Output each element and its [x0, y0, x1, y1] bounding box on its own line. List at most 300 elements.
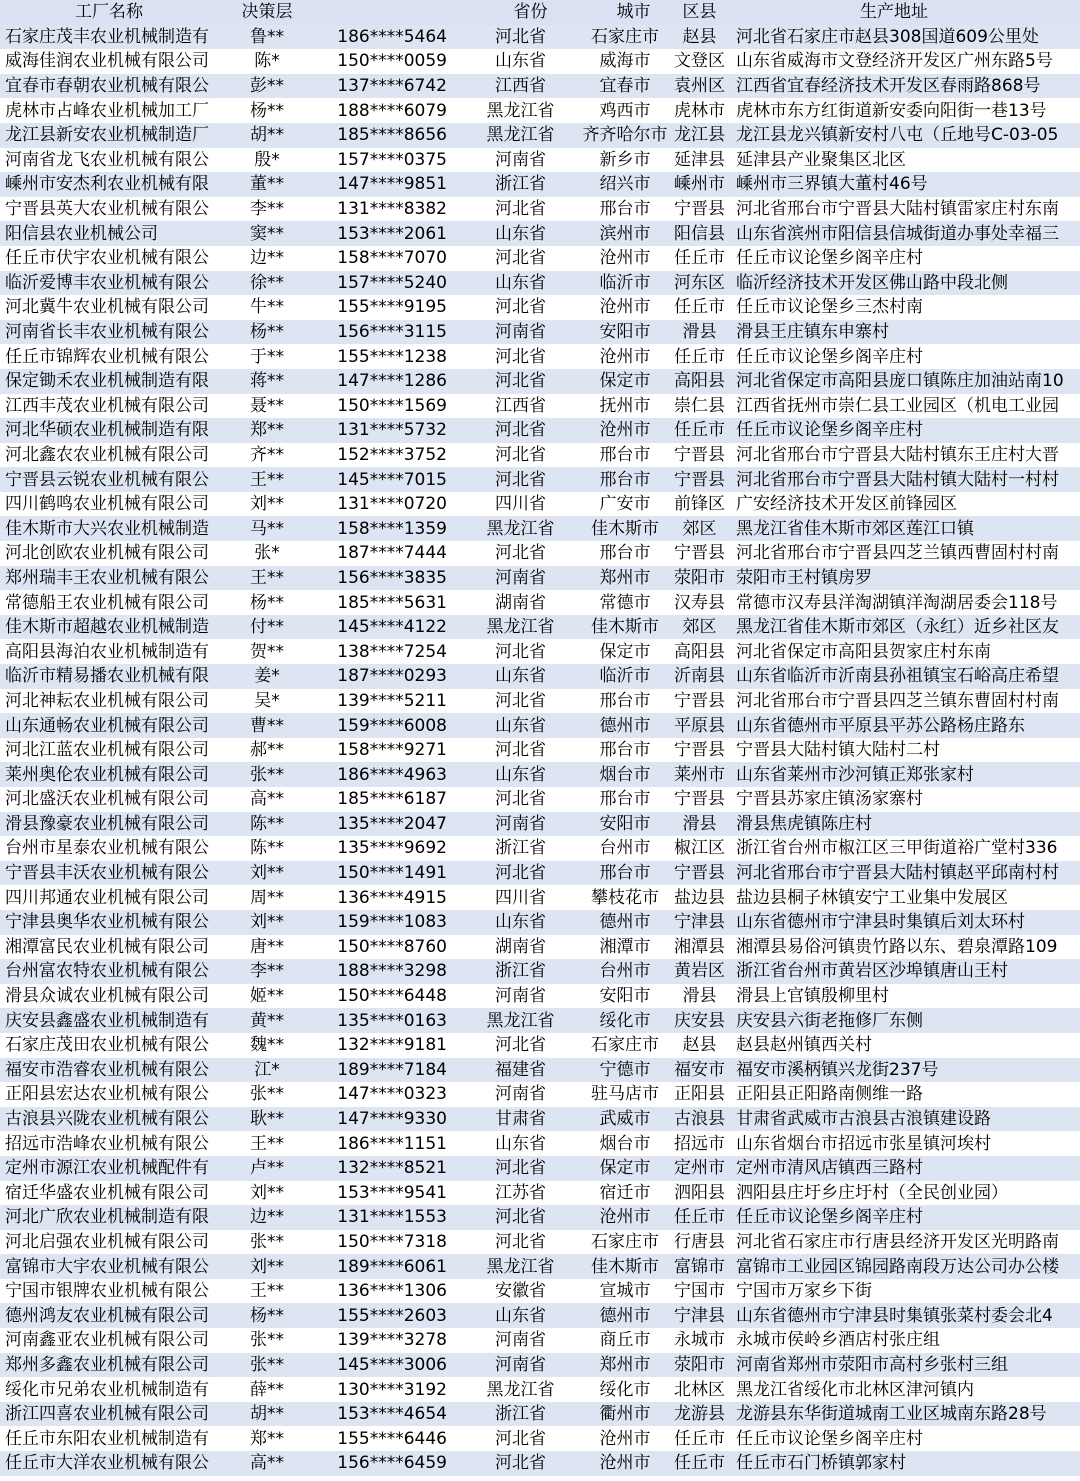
cell-city[interactable]: 佳木斯市	[591, 518, 659, 539]
cell-decision-maker[interactable]: 李**	[250, 199, 284, 220]
cell-phone[interactable]: 158****1359	[337, 518, 447, 539]
cell-address[interactable]: 山东省莱州市沙河镇正郑张家村	[736, 764, 974, 785]
cell-city[interactable]: 沧州市	[599, 1428, 651, 1449]
cell-city[interactable]: 烟台市	[599, 1133, 651, 1154]
cell-decision-maker[interactable]: 付**	[250, 617, 284, 638]
cell-phone[interactable]: 147****9851	[337, 174, 447, 195]
cell-province[interactable]: 河南省	[495, 1330, 546, 1351]
cell-decision-maker[interactable]: 耿**	[250, 1109, 284, 1130]
cell-district[interactable]: 阳信县	[674, 223, 725, 244]
cell-factory-name[interactable]: 古浪县兴陇农业机械有限公	[5, 1109, 209, 1130]
cell-province[interactable]: 河南省	[495, 986, 546, 1007]
table-row[interactable]	[0, 443, 1080, 468]
cell-decision-maker[interactable]: 胡**	[250, 1404, 284, 1425]
cell-decision-maker[interactable]: 徐**	[250, 272, 284, 293]
cell-city[interactable]: 沧州市	[599, 420, 651, 441]
cell-province[interactable]: 河北省	[495, 444, 546, 465]
table-row[interactable]	[0, 566, 1080, 591]
cell-factory-name[interactable]: 高阳县海泊农业机械制造有	[5, 641, 209, 662]
cell-address[interactable]: 河北省邢台市宁晋县四芝兰镇西曹固村村南	[736, 543, 1059, 564]
cell-district[interactable]: 庆安县	[674, 1010, 725, 1031]
cell-address[interactable]: 任丘市议论堡乡阁辛庄村	[736, 346, 923, 367]
cell-province[interactable]: 河南省	[495, 322, 546, 343]
cell-factory-name[interactable]: 宁晋县英大农业机械有限公	[5, 199, 209, 220]
cell-decision-maker[interactable]: 张**	[250, 1084, 284, 1105]
cell-province[interactable]: 四川省	[495, 887, 546, 908]
cell-factory-name[interactable]: 四川鹤鸣农业机械有限公司	[5, 494, 209, 515]
cell-district[interactable]: 泗阳县	[674, 1182, 725, 1203]
cell-district[interactable]: 延津县	[674, 149, 725, 170]
cell-factory-name[interactable]: 江西丰茂农业机械有限公司	[5, 395, 209, 416]
cell-province[interactable]: 河北省	[495, 543, 546, 564]
cell-phone[interactable]: 136****4915	[337, 887, 447, 908]
cell-address[interactable]: 浙江省台州市黄岩区沙埠镇唐山王村	[736, 961, 1008, 982]
cell-address[interactable]: 黑龙江省佳木斯市郊区莲江口镇	[736, 518, 974, 539]
cell-factory-name[interactable]: 招远市浩峰农业机械有限公	[5, 1133, 209, 1154]
cell-factory-name[interactable]: 滑县众诚农业机械有限公司	[5, 986, 209, 1007]
cell-decision-maker[interactable]: 杨**	[250, 322, 284, 343]
table-row[interactable]	[0, 295, 1080, 320]
cell-city[interactable]: 德州市	[599, 1305, 651, 1326]
cell-factory-name[interactable]: 河北冀牛农业机械有限公司	[5, 297, 209, 318]
cell-decision-maker[interactable]: 卢**	[250, 1158, 284, 1179]
cell-decision-maker[interactable]: 高**	[250, 1453, 284, 1474]
cell-decision-maker[interactable]: 边**	[250, 248, 284, 269]
table-row[interactable]	[0, 1082, 1080, 1107]
cell-decision-maker[interactable]: 李**	[250, 961, 284, 982]
cell-address[interactable]: 任丘市议论堡乡阁辛庄村	[736, 420, 923, 441]
cell-address[interactable]: 河北省邢台市宁晋县大陆村镇大陆村一村村	[736, 469, 1059, 490]
cell-phone[interactable]: 150****8760	[337, 936, 447, 957]
cell-province[interactable]: 河北省	[495, 1207, 546, 1228]
cell-city[interactable]: 威海市	[599, 51, 651, 72]
cell-province[interactable]: 河北省	[495, 1453, 546, 1474]
cell-city[interactable]: 保定市	[599, 371, 651, 392]
cell-phone[interactable]: 185****8656	[337, 125, 447, 146]
cell-district[interactable]: 赵县	[682, 1035, 717, 1056]
cell-factory-name[interactable]: 龙江县新安农业机械制造厂	[5, 125, 209, 146]
cell-phone[interactable]: 147****0323	[337, 1084, 447, 1105]
cell-province[interactable]: 河北省	[495, 1231, 546, 1252]
cell-decision-maker[interactable]: 刘**	[250, 494, 284, 515]
cell-decision-maker[interactable]: 张**	[250, 1231, 284, 1252]
cell-address[interactable]: 嵊州市三界镇大董村46号	[736, 174, 928, 195]
table-row[interactable]	[0, 590, 1080, 615]
cell-city[interactable]: 滨州市	[599, 223, 651, 244]
cell-decision-maker[interactable]: 蒋**	[250, 371, 284, 392]
cell-district[interactable]: 招远市	[674, 1133, 725, 1154]
cell-city[interactable]: 新乡市	[599, 149, 651, 170]
cell-phone[interactable]: 189****7184	[337, 1059, 447, 1080]
cell-factory-name[interactable]: 嵊州市安杰利农业机械有限	[5, 174, 209, 195]
cell-phone[interactable]: 137****6742	[337, 76, 447, 97]
cell-address[interactable]: 滑县王庄镇东申寨村	[736, 322, 889, 343]
cell-phone[interactable]: 155****2603	[337, 1305, 447, 1326]
table-row[interactable]	[0, 1156, 1080, 1181]
cell-decision-maker[interactable]: 齐**	[250, 444, 284, 465]
cell-district[interactable]: 宁晋县	[674, 690, 725, 711]
cell-phone[interactable]: 150****1491	[337, 863, 447, 884]
cell-factory-name[interactable]: 临沂爱博丰农业机械有限公	[5, 272, 209, 293]
cell-address[interactable]: 黑龙江省佳木斯市郊区（永红）近乡社区友	[736, 617, 1059, 638]
cell-phone[interactable]: 156****6459	[337, 1453, 447, 1474]
cell-city[interactable]: 绥化市	[599, 1010, 651, 1031]
cell-phone[interactable]: 189****6061	[337, 1256, 447, 1277]
cell-decision-maker[interactable]: 窦**	[250, 223, 284, 244]
cell-phone[interactable]: 155****1238	[337, 346, 447, 367]
cell-decision-maker[interactable]: 陈**	[250, 813, 284, 834]
cell-phone[interactable]: 153****4654	[337, 1404, 447, 1425]
cell-city[interactable]: 攀枝花市	[591, 887, 659, 908]
cell-factory-name[interactable]: 宿迁华盛农业机械有限公司	[5, 1182, 209, 1203]
cell-phone[interactable]: 139****3278	[337, 1330, 447, 1351]
cell-province[interactable]: 山东省	[495, 1133, 546, 1154]
cell-district[interactable]: 宁晋县	[674, 469, 725, 490]
cell-address[interactable]: 山东省威海市文登经济开发区广州东路5号	[736, 51, 1053, 72]
cell-province[interactable]: 黑龙江省	[486, 1256, 555, 1277]
cell-factory-name[interactable]: 阳信县农业机械公司	[5, 223, 158, 244]
cell-city[interactable]: 邢台市	[599, 199, 651, 220]
table-row[interactable]	[0, 910, 1080, 935]
table-row[interactable]	[0, 394, 1080, 419]
cell-district[interactable]: 宁晋县	[674, 863, 725, 884]
cell-address[interactable]: 任丘市议论堡乡三杰村南	[736, 297, 923, 318]
cell-phone[interactable]: 139****5211	[337, 690, 447, 711]
cell-district[interactable]: 前锋区	[674, 494, 725, 515]
cell-factory-name[interactable]: 宁津县奥华农业机械有限公	[5, 912, 209, 933]
cell-city[interactable]: 保定市	[599, 1158, 651, 1179]
cell-district[interactable]: 滑县	[682, 813, 717, 834]
cell-address[interactable]: 河北省邢台市宁晋县大陆村镇雷家庄村东南	[736, 199, 1059, 220]
cell-city[interactable]: 安阳市	[599, 813, 651, 834]
table-row[interactable]	[0, 885, 1080, 910]
cell-factory-name[interactable]: 四川邦通农业机械有限公司	[5, 887, 209, 908]
cell-factory-name[interactable]: 河南省龙飞农业机械有限公	[5, 149, 209, 170]
cell-district[interactable]: 滑县	[682, 322, 717, 343]
header-phone[interactable]	[318, 0, 453, 25]
cell-city[interactable]: 沧州市	[599, 1453, 651, 1474]
cell-factory-name[interactable]: 任丘市东阳农业机械制造有	[5, 1428, 209, 1449]
cell-district[interactable]: 赵县	[682, 26, 717, 47]
cell-factory-name[interactable]: 河北创欧农业机械有限公司	[5, 543, 209, 564]
cell-phone[interactable]: 131****0720	[337, 494, 447, 515]
cell-province[interactable]: 黑龙江省	[486, 1010, 555, 1031]
cell-district[interactable]: 宁晋县	[674, 789, 725, 810]
cell-decision-maker[interactable]: 郑**	[250, 420, 284, 441]
cell-province[interactable]: 河南省	[495, 1084, 546, 1105]
cell-factory-name[interactable]: 莱州奥伦农业机械有限公司	[5, 764, 209, 785]
table-row[interactable]	[0, 246, 1080, 271]
cell-factory-name[interactable]: 河北启强农业机械有限公司	[5, 1231, 209, 1252]
cell-address[interactable]: 黑龙江省绥化市北林区津河镇内	[736, 1379, 974, 1400]
cell-city[interactable]: 石家庄市	[591, 26, 659, 47]
cell-factory-name[interactable]: 任丘市大洋农业机械有限公	[5, 1453, 209, 1474]
cell-phone[interactable]: 150****0059	[337, 51, 447, 72]
cell-district[interactable]: 嵊州市	[674, 174, 725, 195]
cell-factory-name[interactable]: 石家庄茂田农业机械有限公	[5, 1035, 209, 1056]
cell-decision-maker[interactable]: 刘**	[250, 912, 284, 933]
cell-province[interactable]: 山东省	[495, 1305, 546, 1326]
cell-city[interactable]: 邢台市	[599, 444, 651, 465]
cell-decision-maker[interactable]: 彭**	[250, 76, 284, 97]
cell-decision-maker[interactable]: 马**	[250, 518, 284, 539]
cell-decision-maker[interactable]: 姬**	[250, 986, 284, 1007]
cell-district[interactable]: 虎林市	[674, 100, 725, 121]
table-row[interactable]	[0, 148, 1080, 173]
cell-factory-name[interactable]: 虎林市占峰农业机械加工厂	[5, 100, 209, 121]
table-row[interactable]	[0, 320, 1080, 345]
cell-decision-maker[interactable]: 王**	[250, 1281, 284, 1302]
cell-decision-maker[interactable]: 张**	[250, 764, 284, 785]
cell-city[interactable]: 郑州市	[599, 1354, 651, 1375]
cell-decision-maker[interactable]: 刘**	[250, 863, 284, 884]
cell-province[interactable]: 河南省	[495, 813, 546, 834]
cell-address[interactable]: 任丘市议论堡乡阁辛庄村	[736, 1207, 923, 1228]
header-decision-maker[interactable]: 决策层	[241, 2, 293, 23]
table-row[interactable]	[0, 787, 1080, 812]
cell-decision-maker[interactable]: 高**	[250, 789, 284, 810]
cell-city[interactable]: 沧州市	[599, 248, 651, 269]
cell-district[interactable]: 行唐县	[674, 1231, 725, 1252]
cell-address[interactable]: 江西省宜春经济技术开发区春雨路868号	[736, 76, 1041, 97]
cell-city[interactable]: 安阳市	[599, 322, 651, 343]
cell-province[interactable]: 浙江省	[495, 961, 546, 982]
cell-district[interactable]: 郊区	[682, 518, 717, 539]
cell-phone[interactable]: 157****0375	[337, 149, 447, 170]
cell-city[interactable]: 商丘市	[599, 1330, 651, 1351]
cell-decision-maker[interactable]: 郑**	[250, 1428, 284, 1449]
cell-district[interactable]: 崇仁县	[674, 395, 725, 416]
cell-address[interactable]: 河北省保定市高阳县贺家庄村东南	[736, 641, 991, 662]
cell-factory-name[interactable]: 河南鑫亚农业机械有限公司	[5, 1330, 209, 1351]
cell-phone[interactable]: 147****1286	[337, 371, 447, 392]
cell-district[interactable]: 宁津县	[674, 1305, 725, 1326]
cell-city[interactable]: 衢州市	[599, 1404, 651, 1425]
cell-decision-maker[interactable]: 董**	[250, 174, 284, 195]
table-row[interactable]	[0, 172, 1080, 197]
cell-district[interactable]: 宁津县	[674, 912, 725, 933]
table-row[interactable]	[0, 98, 1080, 123]
cell-factory-name[interactable]: 河北鑫农农业机械有限公司	[5, 444, 209, 465]
cell-district[interactable]: 文登区	[674, 51, 725, 72]
cell-phone[interactable]: 158****9271	[337, 740, 447, 761]
cell-city[interactable]: 沧州市	[599, 346, 651, 367]
cell-district[interactable]: 宁晋县	[674, 740, 725, 761]
cell-district[interactable]: 龙游县	[674, 1404, 725, 1425]
cell-decision-maker[interactable]: 魏**	[250, 1035, 284, 1056]
cell-factory-name[interactable]: 宁晋县云锐农业机械有限公	[5, 469, 209, 490]
cell-factory-name[interactable]: 浙江四喜农业机械有限公司	[5, 1404, 209, 1425]
cell-province[interactable]: 山东省	[495, 272, 546, 293]
cell-province[interactable]: 河北省	[495, 26, 546, 47]
table-row[interactable]	[0, 516, 1080, 541]
cell-province[interactable]: 山东省	[495, 764, 546, 785]
cell-phone[interactable]: 132****9181	[337, 1035, 447, 1056]
table-row[interactable]	[0, 1328, 1080, 1353]
cell-province[interactable]: 甘肃省	[495, 1109, 546, 1130]
cell-city[interactable]: 邢台市	[599, 543, 651, 564]
cell-address[interactable]: 河北省石家庄市行唐县经济开发区光明路南	[736, 1231, 1059, 1252]
cell-province[interactable]: 河北省	[495, 740, 546, 761]
cell-address[interactable]: 山东省德州市平原县平苏公路杨庄路东	[736, 715, 1025, 736]
table-row[interactable]	[0, 1303, 1080, 1328]
cell-phone[interactable]: 155****9195	[337, 297, 447, 318]
cell-district[interactable]: 滑县	[682, 986, 717, 1007]
cell-factory-name[interactable]: 任丘市锦辉农业机械有限公	[5, 346, 209, 367]
cell-address[interactable]: 正阳县正阳路南侧维一路	[736, 1084, 923, 1105]
cell-address[interactable]: 山东省德州市宁津县时集镇张菜村委会北4	[736, 1305, 1053, 1326]
table-row[interactable]	[0, 123, 1080, 148]
cell-address[interactable]: 富锦市工业园区锦园路南段万达公司办公楼	[736, 1256, 1059, 1277]
cell-province[interactable]: 江西省	[495, 76, 546, 97]
cell-district[interactable]: 古浪县	[674, 1109, 725, 1130]
cell-address[interactable]: 滑县焦虎镇陈庄村	[736, 813, 872, 834]
cell-city[interactable]: 宁德市	[599, 1059, 651, 1080]
cell-phone[interactable]: 187****7444	[337, 543, 447, 564]
table-row[interactable]	[0, 1353, 1080, 1378]
cell-decision-maker[interactable]: 张*	[254, 543, 280, 564]
cell-province[interactable]: 山东省	[495, 912, 546, 933]
table-row[interactable]	[0, 467, 1080, 492]
cell-address[interactable]: 常德市汉寿县洋淘湖镇洋淘湖居委会118号	[736, 592, 1058, 613]
cell-province[interactable]: 河北省	[495, 199, 546, 220]
cell-decision-maker[interactable]: 唐**	[250, 936, 284, 957]
cell-decision-maker[interactable]: 王**	[250, 567, 284, 588]
cell-province[interactable]: 河北省	[495, 641, 546, 662]
cell-province[interactable]: 河北省	[495, 371, 546, 392]
cell-district[interactable]: 永城市	[674, 1330, 725, 1351]
cell-city[interactable]: 临沂市	[599, 272, 651, 293]
cell-province[interactable]: 山东省	[495, 666, 546, 687]
cell-district[interactable]: 宁晋县	[674, 543, 725, 564]
cell-address[interactable]: 临沂经济技术开发区佛山路中段北侧	[736, 272, 1008, 293]
cell-district[interactable]: 龙江县	[674, 125, 725, 146]
cell-address[interactable]: 赵县赵州镇西关村	[736, 1035, 872, 1056]
cell-address[interactable]: 山东省滨州市阳信县信城街道办事处幸福三	[736, 223, 1059, 244]
table-row[interactable]	[0, 418, 1080, 443]
cell-district[interactable]: 宁国市	[674, 1281, 725, 1302]
cell-city[interactable]: 绍兴市	[599, 174, 651, 195]
table-row[interactable]	[0, 984, 1080, 1009]
cell-province[interactable]: 黑龙江省	[486, 1379, 555, 1400]
cell-decision-maker[interactable]: 杨**	[250, 592, 284, 613]
cell-city[interactable]: 台州市	[599, 838, 651, 859]
header-address[interactable]: 生产地址	[860, 2, 928, 23]
cell-province[interactable]: 河南省	[495, 1354, 546, 1375]
cell-decision-maker[interactable]: 曹**	[250, 715, 284, 736]
table-row[interactable]	[0, 1058, 1080, 1083]
cell-factory-name[interactable]: 郑州多鑫农业机械有限公司	[5, 1354, 209, 1375]
cell-factory-name[interactable]: 台州富农特农业机械有限公	[5, 961, 209, 982]
cell-factory-name[interactable]: 临沂市精易播农业机械有限	[5, 666, 209, 687]
cell-factory-name[interactable]: 佳木斯市大兴农业机械制造	[5, 518, 209, 539]
cell-province[interactable]: 河北省	[495, 420, 546, 441]
cell-decision-maker[interactable]: 周**	[250, 887, 284, 908]
table-row[interactable]	[0, 689, 1080, 714]
cell-decision-maker[interactable]: 陈*	[254, 51, 280, 72]
cell-decision-maker[interactable]: 胡**	[250, 125, 284, 146]
cell-city[interactable]: 沧州市	[599, 1207, 651, 1228]
cell-factory-name[interactable]: 滑县豫豪农业机械有限公司	[5, 813, 209, 834]
cell-address[interactable]: 河北省邢台市宁晋县大陆村镇东王庄村大晋	[736, 444, 1059, 465]
table-row[interactable]	[0, 197, 1080, 222]
cell-phone[interactable]: 159****1083	[337, 912, 447, 933]
cell-address[interactable]: 任丘市石门桥镇郭家村	[736, 1453, 906, 1474]
table-row[interactable]	[0, 812, 1080, 837]
table-row[interactable]	[0, 1426, 1080, 1451]
cell-address[interactable]: 甘肃省武威市古浪县古浪镇建设路	[736, 1109, 991, 1130]
table-row[interactable]	[0, 1230, 1080, 1255]
cell-address[interactable]: 河北省石家庄市赵县308国道609公里处	[736, 26, 1039, 47]
cell-factory-name[interactable]: 郑州瑞丰王农业机械有限公	[5, 567, 209, 588]
cell-phone[interactable]: 157****5240	[337, 272, 447, 293]
cell-decision-maker[interactable]: 姜*	[254, 666, 280, 687]
cell-city[interactable]: 齐齐哈尔市	[582, 125, 668, 146]
cell-decision-maker[interactable]: 聂**	[250, 395, 284, 416]
table-row[interactable]	[0, 1107, 1080, 1132]
cell-province[interactable]: 河北省	[495, 863, 546, 884]
table-row[interactable]	[0, 836, 1080, 861]
table-row[interactable]	[0, 1402, 1080, 1427]
cell-phone[interactable]: 130****3192	[337, 1379, 447, 1400]
cell-province[interactable]: 湖南省	[495, 592, 546, 613]
cell-phone[interactable]: 158****7070	[337, 248, 447, 269]
cell-address[interactable]: 山东省烟台市招远市张星镇河埃村	[736, 1133, 991, 1154]
cell-phone[interactable]: 135****0163	[337, 1010, 447, 1031]
cell-province[interactable]: 福建省	[495, 1059, 546, 1080]
cell-city[interactable]: 石家庄市	[591, 1035, 659, 1056]
cell-phone[interactable]: 188****6079	[337, 100, 447, 121]
cell-decision-maker[interactable]: 薛**	[250, 1379, 284, 1400]
cell-phone[interactable]: 145****7015	[337, 469, 447, 490]
cell-address[interactable]: 泗阳县庄圩乡庄圩村（全民创业园）	[736, 1182, 1008, 1203]
cell-phone[interactable]: 153****2061	[337, 223, 447, 244]
table-row[interactable]	[0, 738, 1080, 763]
table-row[interactable]	[0, 1205, 1080, 1230]
cell-phone[interactable]: 150****1569	[337, 395, 447, 416]
cell-district[interactable]: 高阳县	[674, 641, 725, 662]
cell-province[interactable]: 山东省	[495, 51, 546, 72]
cell-decision-maker[interactable]: 边**	[250, 1207, 284, 1228]
cell-phone[interactable]: 188****3298	[337, 961, 447, 982]
cell-city[interactable]: 广安市	[599, 494, 651, 515]
cell-district[interactable]: 椒江区	[674, 838, 725, 859]
cell-district[interactable]: 任丘市	[674, 248, 725, 269]
cell-address[interactable]: 山东省临沂市沂南县孙祖镇宝石峪高庄希望	[736, 666, 1059, 687]
cell-decision-maker[interactable]: 王**	[250, 1133, 284, 1154]
cell-city[interactable]: 邢台市	[599, 863, 651, 884]
cell-factory-name[interactable]: 河北华硕农业机械制造有限	[5, 420, 209, 441]
cell-decision-maker[interactable]: 江*	[254, 1059, 280, 1080]
cell-phone[interactable]: 156****3115	[337, 322, 447, 343]
cell-district[interactable]: 湘潭县	[674, 936, 725, 957]
cell-decision-maker[interactable]: 刘**	[250, 1256, 284, 1277]
cell-address[interactable]: 宁晋县苏家庄镇汤家寨村	[736, 789, 923, 810]
table-row[interactable]	[0, 1279, 1080, 1304]
cell-district[interactable]: 任丘市	[674, 420, 725, 441]
cell-decision-maker[interactable]: 黄**	[250, 1010, 284, 1031]
cell-factory-name[interactable]: 任丘市伏宇农业机械有限公	[5, 248, 209, 269]
cell-phone[interactable]: 147****9330	[337, 1109, 447, 1130]
cell-district[interactable]: 宁晋县	[674, 199, 725, 220]
cell-decision-maker[interactable]: 贺**	[250, 641, 284, 662]
header-province[interactable]: 省份	[513, 2, 548, 23]
cell-city[interactable]: 湘潭市	[599, 936, 651, 957]
cell-decision-maker[interactable]: 吴*	[254, 690, 280, 711]
table-row[interactable]	[0, 541, 1080, 566]
table-row[interactable]	[0, 271, 1080, 296]
cell-city[interactable]: 邢台市	[599, 789, 651, 810]
